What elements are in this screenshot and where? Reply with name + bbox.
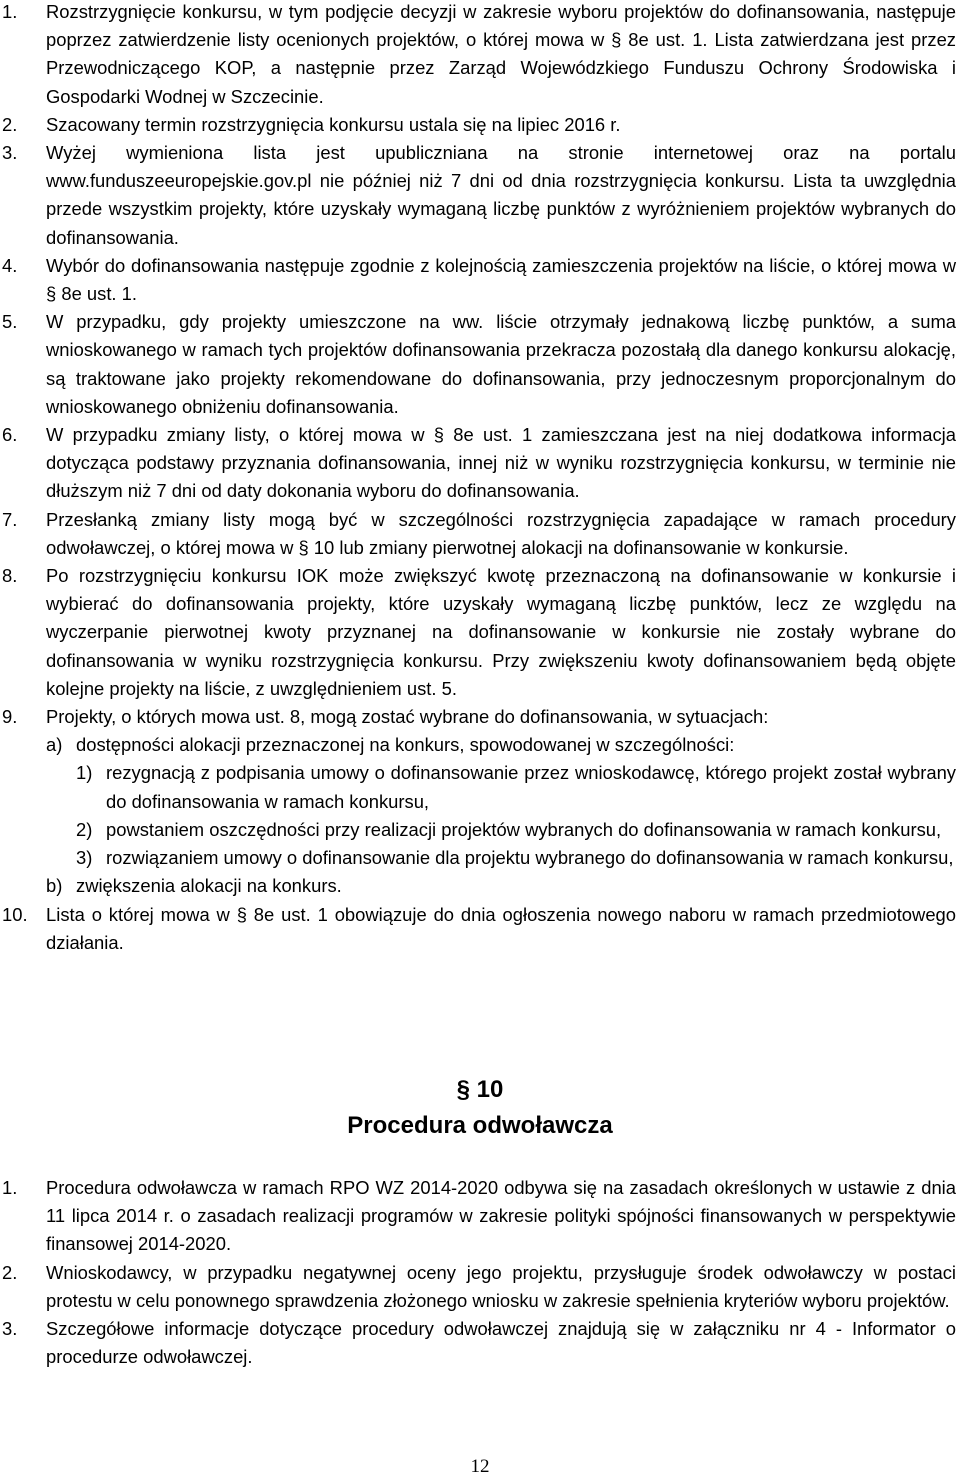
item-text: Lista o której mowa w § 8e ust. 1 obowiązuje do dnia ogłoszenia nowego naboru w ramach przedmiotowego działania. bbox=[46, 903, 956, 953]
sub-sub-item bbox=[46, 816, 956, 844]
sub-sub-item-text: powstaniem oszczędności przy realizacji projektów wybranych do dofinansowania w ramach konkursu, bbox=[106, 818, 942, 840]
item-text: Po rozstrzygnięciu konkursu IOK może zwiększyć kwotę przeznaczoną na dofinansowanie w konkursie i wybierać do dofinansowania projekty, które uzyskały wymaganą liczbę punktów, lecz ze względu na wyczerpanie pierwotnej kwoty przyznanej na dofinansowanie w konkursie nie zostały wybrane do dofinansowania w wyniku rozstrzygnięcia konkursu. Przy zwiększeniu kwoty dofinansowaniem będą objęte kolejne projekty na liście, z uwzględnieniem ust. 5. bbox=[46, 565, 956, 699]
list-item bbox=[0, 139, 960, 252]
item-number: 1. bbox=[2, 1177, 18, 1198]
sub-sub-item-text: rozwiązaniem umowy o dofinansowanie dla projektu wybranego do dofinansowania w ramach konkursu, bbox=[106, 847, 954, 869]
sub-sub-item-label: 1) bbox=[76, 762, 93, 784]
item-number: 5. bbox=[2, 311, 18, 333]
item-number: 3. bbox=[2, 142, 18, 164]
list-item bbox=[0, 1174, 960, 1259]
list-item bbox=[0, 703, 960, 900]
item-text: Szczegółowe informacje dotyczące procedury odwoławczej znajdują się w załączniku nr 4 - Informator o procedurze odwoławczej. bbox=[46, 1318, 956, 1368]
section-title: Procedura odwoławcza bbox=[347, 1112, 613, 1139]
item-text: Szacowany termin rozstrzygnięcia konkursu ustala się na lipiec 2016 r. bbox=[46, 113, 621, 135]
page-number: 12 bbox=[470, 1456, 490, 1477]
item-text: Wyżej wymieniona lista jest upubliczniana na stronie internetowej oraz na portalu www.funduszeeuropejskie.gov.pl nie później niż 7 dni od dnia rozstrzygnięcia konkursu. Lista ta uwzględnia przede wszystkim projekty, które uzyskały wymaganą liczbę punktów z wyróżnieniem projektów wybranych do dofinansowania. bbox=[46, 142, 956, 248]
item-text: Rozstrzygnięcie konkursu, w tym podjęcie decyzji w zakresie wyboru projektów do dofinansowania, następuje poprzez zatwierdzenie listy ocenionych projektów, o której mowa w § 8e ust. 1. Lista zatwierdzana jest przez Przewodniczącego KOP, a następnie przez Zarząd Wojewódzkiego Funduszu Ochrony Środowiska i Gospodarki Wodnej w Szczecinie. bbox=[46, 1, 956, 107]
sub-item bbox=[46, 731, 956, 759]
item-text: Przesłanką zmiany listy mogą być w szczególności rozstrzygnięcia zapadające w ramach procedury odwoławczej, o której mowa w § 10 lub zmiany pierwotnej alokacji na dofinansowanie w konkursie. bbox=[46, 508, 956, 558]
list-item bbox=[0, 562, 960, 703]
list-item bbox=[0, 252, 960, 308]
item-number: 9. bbox=[2, 706, 18, 728]
sub-sub-item bbox=[46, 844, 956, 872]
item-number: 8. bbox=[2, 565, 18, 587]
section-heading bbox=[0, 1072, 960, 1144]
item-text: Procedura odwoławcza w ramach RPO WZ 2014-2020 odbywa się na zasadach określonych w ustawie z dnia 11 lipca 2014 r. o zasadach realizacji programów w zakresie polityki spójności finansowanych w perspektywie finansowej 2014-2020. bbox=[46, 1177, 956, 1255]
list-item bbox=[0, 111, 960, 139]
item-number: 3. bbox=[2, 1318, 18, 1340]
item-text: Projekty, o których mowa ust. 8, mogą zostać wybrane do dofinansowania, w sytuacjach: bbox=[46, 706, 769, 728]
item-text: W przypadku, gdy projekty umieszczone na ww. liście otrzymały jednakową liczbę punktów, a suma wnioskowanego w ramach tych projektów dofinansowania przekracza pozostałą dla danego konkursu alokację, są traktowane jako projekty rekomendowane do dofinansowania, przy jednoczesnym proporcjonalnym do wnioskowanego obniżeniu dofinansowania. bbox=[46, 311, 956, 417]
list-item bbox=[0, 421, 960, 506]
sub-sub-item bbox=[46, 759, 956, 815]
list-item bbox=[0, 1315, 960, 1371]
item-number: 2. bbox=[2, 1261, 18, 1283]
item-number: 6. bbox=[2, 424, 18, 446]
list-item bbox=[0, 308, 960, 421]
appeal-procedure-list bbox=[0, 1174, 960, 1371]
item-number: 1. bbox=[2, 1, 18, 22]
sub-item-label: a) bbox=[46, 734, 63, 756]
item-number: 2. bbox=[2, 113, 18, 135]
list-item bbox=[0, 901, 960, 957]
list-item bbox=[0, 506, 960, 562]
item-number: 10. bbox=[2, 903, 28, 925]
paragraph-number: § 10 bbox=[456, 1076, 504, 1103]
item-number: 7. bbox=[2, 508, 18, 530]
sub-item-text: zwiększenia alokacji na konkurs. bbox=[76, 875, 342, 897]
sub-item-label: b) bbox=[46, 875, 63, 897]
sub-sub-item-text: rezygnacją z podpisania umowy o dofinansowanie przez wnioskodawcę, którego projekt został wybrany do dofinansowania w ramach konkursu, bbox=[106, 762, 956, 812]
list-item bbox=[0, 1259, 960, 1315]
list-item bbox=[0, 0, 960, 111]
sub-sub-item-label: 3) bbox=[76, 847, 93, 869]
item-text: W przypadku zmiany listy, o której mowa w § 8e ust. 1 zamieszczana jest na niej dodatkowa informacja dotycząca podstawy przyznania dofinansowania, innej niż w wyniku rozstrzygnięcia konkursu, w terminie nie dłuższym niż 7 dni od daty dokonania wyboru do dofinansowania. bbox=[46, 424, 956, 502]
sub-sub-item-label: 2) bbox=[76, 818, 93, 840]
item-text: Wybór do dofinansowania następuje zgodnie z kolejnością zamieszczenia projektów na liście, o której mowa w § 8e ust. 1. bbox=[46, 254, 956, 305]
item-number: 4. bbox=[2, 254, 18, 276]
item-text: Wnioskodawcy, w przypadku negatywnej oceny jego projektu, przysługuje środek odwoławczy w postaci protestu w celu ponownego sprawdzenia złożonego wniosku w zakresie spełnienia kryteriów wyboru projektów. bbox=[46, 1261, 956, 1311]
sub-item bbox=[46, 872, 956, 900]
sub-item-text: dostępności alokacji przeznaczonej na konkurs, spowodowanej w szczególności: bbox=[76, 734, 735, 756]
